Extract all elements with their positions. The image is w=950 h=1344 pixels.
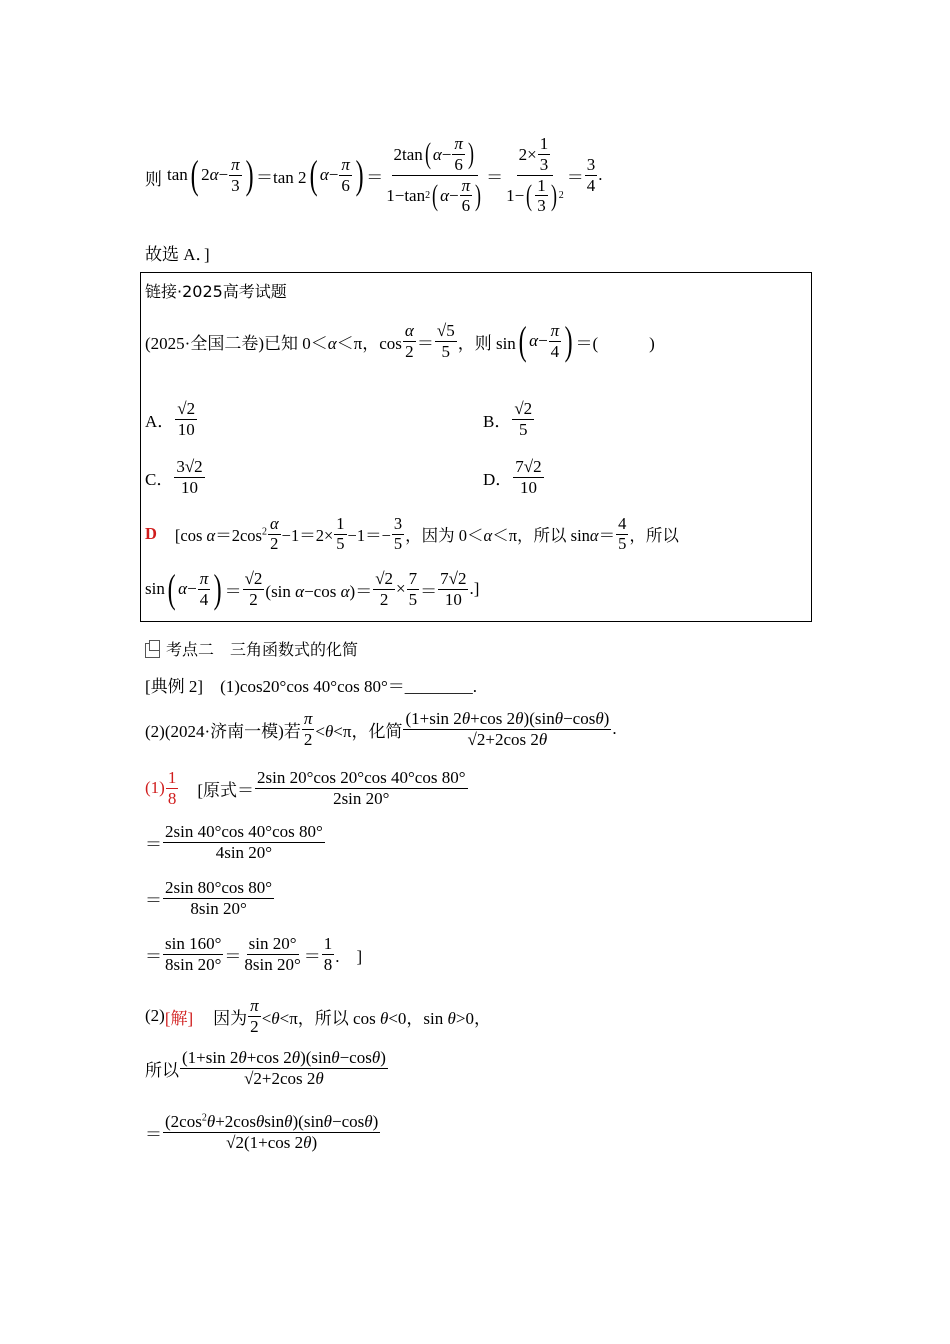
answer2-expr1: 所以 $\frac{(1+\sin 2\theta+\cos 2\theta)(\sin\theta-\cos\theta)}{√2+2\cos 2\theta}$ xyxy=(145,1048,386,1088)
link-box-title: 链接·2025高考试题 xyxy=(145,282,287,301)
section-heading xyxy=(145,637,358,660)
example-q2-source: (2)(2024·济南一模) xyxy=(145,721,284,741)
answer2-expr2: ＝ $\frac{(2\cos^2\theta+2\cos\theta\sin\theta)(\sin\theta-\cos\theta)}{√2(1+\cos 2\theta)}$ xyxy=(145,1112,379,1152)
option-d: D． $\frac{7√2}{10}$ xyxy=(483,457,542,497)
link-box xyxy=(140,272,812,622)
solution-prefix: 则 xyxy=(145,170,162,189)
question-source: (2025·全国二卷) xyxy=(145,333,264,353)
answer2-label: (2) xyxy=(145,1006,165,1025)
example-q1 xyxy=(145,672,477,697)
answer2-so: 所以 xyxy=(145,1060,179,1080)
choose-line: 故选 A．] xyxy=(145,245,210,264)
step-3: ＝ $\frac{2\sin 80^\circ\cos 80^\circ}{8\sin 20^\circ}$ xyxy=(145,878,273,918)
option-a: A． $\frac{√2}{10}$ xyxy=(145,399,196,439)
answer1-label: (1) xyxy=(145,778,165,797)
link-question: (2025·全国二卷) 已知 0＜α＜π，cos $\frac{\alpha}{2}$ ＝ $\frac{√5}{5}$ ，则 sin ( α − $\frac{\pi}{4}$ ) ＝( ) xyxy=(145,318,655,363)
step-4: ＝ $\frac{\sin 160^\circ}{8\sin 20^\circ}$ ＝ $\frac{\sin 20^\circ}{8\sin 20^\circ}$ ＝ $\frac{1}{8}$ . ] xyxy=(145,934,363,974)
answer1-lead: [原式＝ xyxy=(197,780,254,800)
answer2-line: (2) [解] 因为 $\frac{\pi}{2}$ <θ<π，所以 cos θ<0，sin θ>0， xyxy=(145,995,491,1036)
answer1-line: (1) $\frac{1}{8}$ [原式＝ $\frac{2\sin 20^\circ\cos 20^\circ\cos 40^\circ\cos 80^\circ}{2\sin 20^\circ}$ xyxy=(145,767,466,808)
example-q1-text: (1)cos20°cos 40°cos 80°＝________. xyxy=(220,677,478,696)
solution-formula: tan ( 2α− $\frac{\pi}{3}$ ) ＝tan 2 ( α − $\frac{\pi}{6}$ ) ＝ 2tan ( α − $\frac{\pi}{6}$ ) 1−tan 2 ( α − $\frac{\pi}{6}$ ) ＝ 2× $\frac{1}{3}$ 1− ( $\frac{1}{3}$ ) 2 ＝ $\frac{3}{4}$ . xyxy=(167,134,603,216)
answer-line-1: D [cos $\alpha=2\cos^2$ $\frac{\alpha}{2}$ −1＝2× $\frac{1}{5}$ −1＝− $\frac{3}{5}$ ，因为 0＜α＜π，所以 sinα＝ $\frac{4}{5}$ ，所以 xyxy=(145,514,679,553)
answer-line-2: sin ( α − $\frac{\pi}{4}$ ) ＝ $\frac{√2}{2}$ (sin α−cos α)＝ $\frac{√2}{2}$ × $\frac{7}{5}$ ＝ $\frac{7√2}{10}$ .] xyxy=(145,566,480,612)
section-icon xyxy=(145,643,160,658)
answer-letter: D xyxy=(145,524,157,544)
option-b: B． $\frac{√2}{5}$ xyxy=(483,399,533,439)
step-2: ＝ $\frac{2\sin 40^\circ\cos 40^\circ\cos 80^\circ}{4\sin 20^\circ}$ xyxy=(145,822,323,862)
section-title: 考点二 三角函数式的化简 xyxy=(166,640,359,659)
option-c: C． $\frac{3√2}{10}$ xyxy=(145,457,203,497)
answer2-tag: [解] xyxy=(164,1008,194,1028)
example-q2: (2)(2024·济南一模) 若 $\frac{\pi}{2}$ <θ<π，化简 $\frac{(1+\sin 2\theta+\cos 2\theta)(\sin\theta-\cos\theta)}{√2+2\cos 2\theta}$ . xyxy=(145,708,617,749)
example-tag: [典例 2] xyxy=(145,677,204,696)
